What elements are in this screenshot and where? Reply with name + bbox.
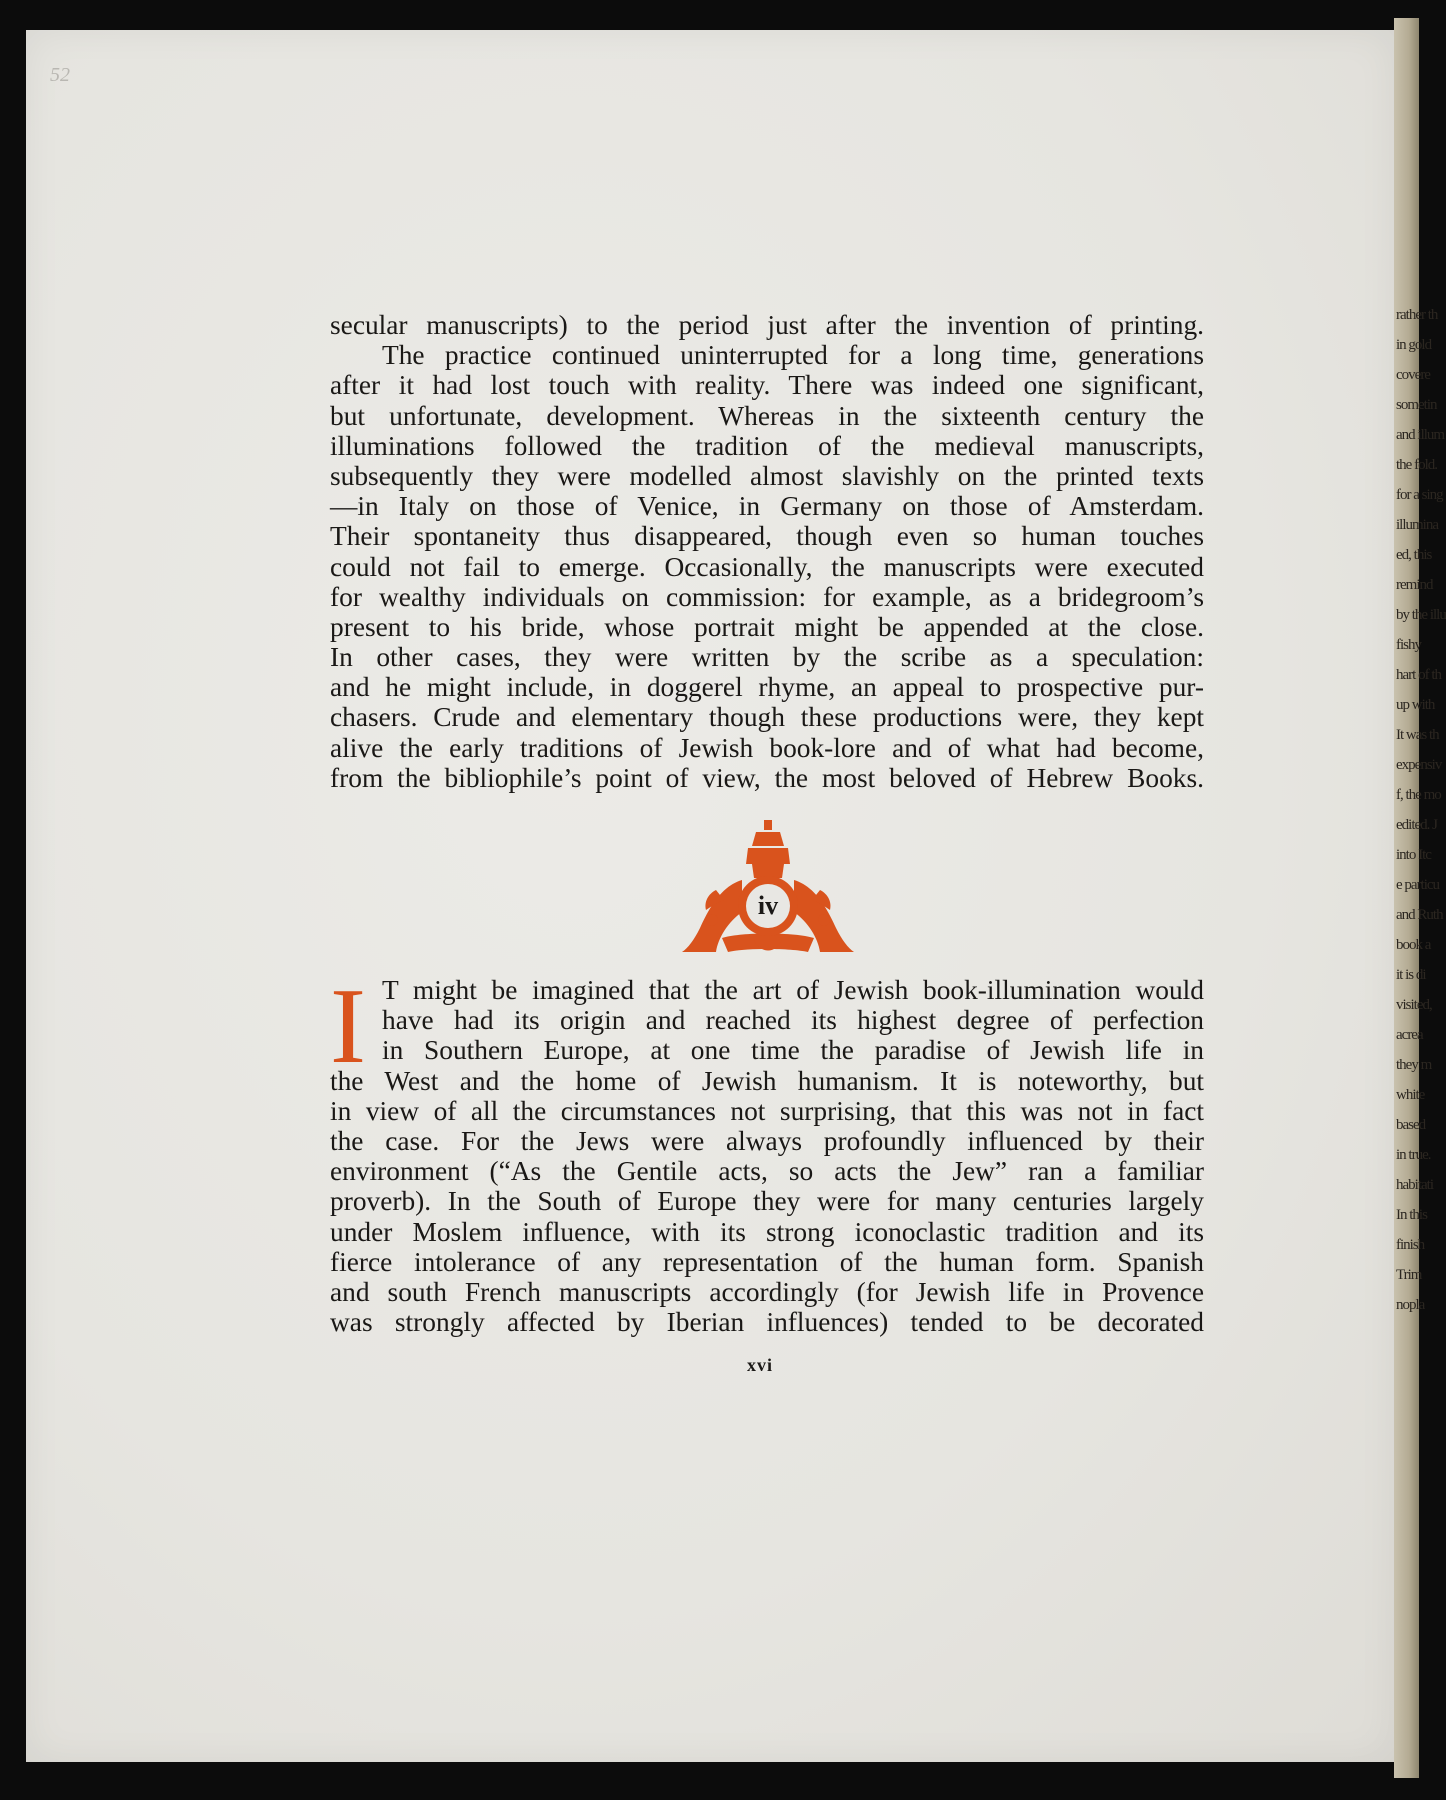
text-line: in Southern Europe, at one time the paradise of Jewish life in [382,1035,1204,1066]
adjacent-page-text: rather th in gold covere sometin and illum the fold. for a sing illumina ed, this remind by the illu fishy hart of th up with It was th expensiv f, the mo edited. J into Itc e particu and Ruth book a it is di visited, acrea they m white based in true. habitati In this finish Trim nopla [1396,307,1446,1313]
text-line: illuminations followed the tradition of the medieval manuscripts, [330,430,1204,461]
text-line: present to his bride, whose portrait might be appended at the close. [330,611,1204,642]
text-line: after it had lost touch with reality. There was indeed one significant, [330,370,1204,401]
pencil-margin-note: 52 [50,64,70,86]
text-line: In other cases, they were written by the scribe as a speculation: [330,642,1204,673]
text-line: have had its origin and reached its highest degree of perfection [382,1005,1204,1036]
text-line: proverb). In the South of Europe they were for many centuries largely [330,1186,1204,1217]
text-line: the case. For the Jews were always profoundly influenced by their [330,1125,1204,1156]
text-line: The practice continued uninterrupted for a long time, generations [382,340,1204,371]
paragraph-2 [330,967,1204,1338]
text-line: under Moslem influence, with its strong iconoclastic tradition and its [330,1216,1204,1247]
text-line: but unfortunate, development. Whereas in the sixteenth century the [330,400,1204,431]
text-line: fierce intolerance of any representation of the human form. Spanish [330,1246,1204,1277]
text-line: the West and the home of Jewish humanism. It is noteworthy, but [330,1065,1204,1096]
paragraph-1 [330,310,1204,793]
text-line: subsequently they were modelled almost slavishly on the printed texts [330,460,1204,491]
text-line: and he might include, in doggerel rhyme, an appeal to prospective pur- [330,672,1204,703]
text-line: for wealthy individuals on commission: for example, as a bridegroom’s [330,581,1204,612]
text-line: —in Italy on those of Venice, in Germany on those of Amsterdam. [330,491,1204,522]
text-line: secular manuscripts) to the period just after the invention of printing. [330,310,1204,340]
text-line: and south French manuscripts accordingly (for Jewish life in Provence [330,1276,1204,1307]
text-line: from the bibliophile’s point of view, the most beloved of Hebrew Books. [330,762,1204,793]
text-line: T might be imagined that the art of Jewish book-illumination would [382,975,1204,1005]
text-line: Their spontaneity thus disappeared, though even so human touches [330,521,1204,552]
text-line: was strongly affected by Iberian influences) tended to be decorated [330,1307,1204,1338]
text-line: could not fail to emerge. Occasionally, the manuscripts were executed [330,551,1204,582]
section-number: iv [757,891,779,920]
text-line: alive the early traditions of Jewish book-lore and of what had become, [330,732,1204,763]
text-line: chasers. Crude and elementary though these productions were, they kept [330,702,1204,733]
page-number: xvi [746,1355,773,1375]
text-line: environment (“As the Gentile acts, so acts the Jew” ran a familiar [330,1156,1204,1187]
drop-cap: I [330,967,366,1086]
text-line: in view of all the circumstances not surprising, that this was not in fact [330,1095,1204,1126]
